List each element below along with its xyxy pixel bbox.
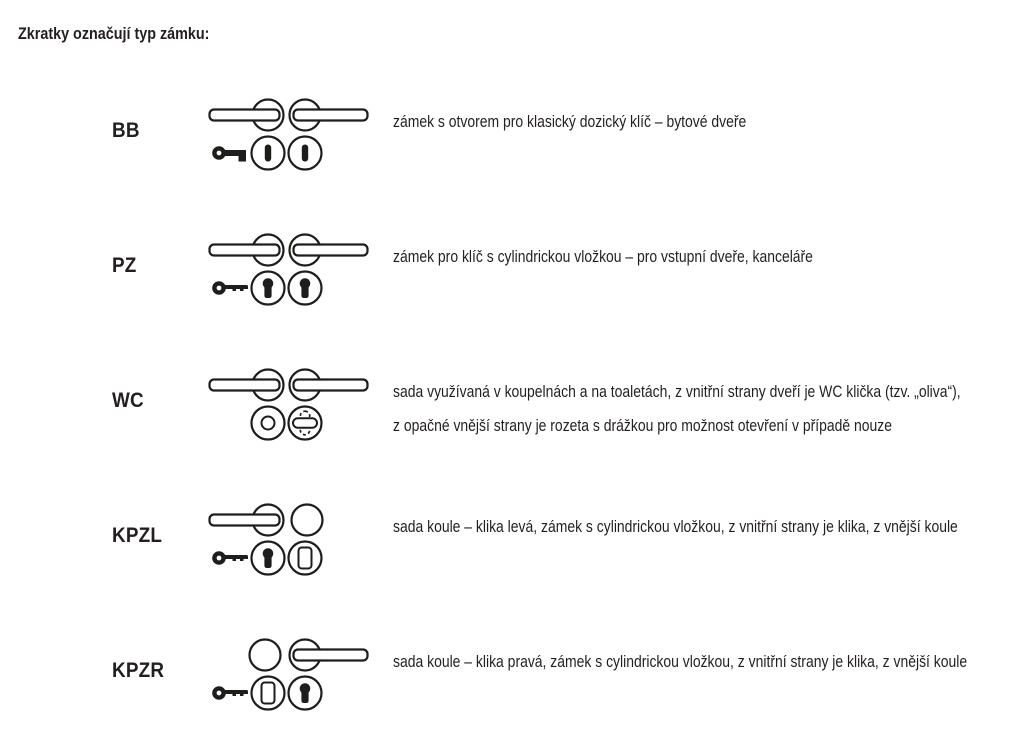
- lever-handle-right-icon: [290, 370, 368, 401]
- description-line: sada koule – klika levá, zámek s cylindrickou vložkou, z vnitřní strany je klika, z vnější koule: [393, 517, 958, 536]
- description-line: zámek pro klíč s cylindrickou vložkou – pro vstupní dveře, kanceláře: [393, 247, 813, 266]
- grooved-rosette-icon: [252, 407, 285, 440]
- lock-type-code: WC: [112, 389, 144, 412]
- pz-keyhole-rosette-icon: [252, 542, 285, 575]
- ball-knob-icon: [250, 640, 281, 671]
- lock-type-row-bb: [0, 98, 1011, 173]
- lock-icons-kpzr: [208, 638, 378, 713]
- pz-keyhole-rosette-icon: [289, 272, 322, 305]
- lock-type-row-kpzl: [0, 503, 1011, 578]
- bb-keyhole-rosette-icon: [252, 137, 285, 170]
- lock-type-row-wc: [0, 368, 1011, 443]
- lock-icons-pz: [208, 233, 378, 308]
- lock-type-description: [393, 240, 813, 274]
- lock-icons-wc: [208, 368, 378, 443]
- cylinder-key-icon: [214, 688, 248, 697]
- lock-type-row-pz: [0, 233, 1011, 308]
- description-line: zámek s otvorem pro klasický dozický klíč – bytové dveře: [393, 112, 747, 131]
- lock-type-description: [393, 105, 746, 139]
- blind-rosette-icon: [289, 542, 322, 575]
- lock-type-row-kpzr: [0, 638, 1011, 713]
- lock-type-code: KPZR: [112, 659, 165, 682]
- lock-type-code: BB: [112, 119, 140, 142]
- description-line: sada koule – klika pravá, zámek s cylindrickou vložkou, z vnitřní strany je klika, z vnější koule: [393, 652, 968, 671]
- lock-type-description: [393, 375, 961, 442]
- cylinder-key-icon: [214, 553, 248, 562]
- bb-keyhole-rosette-icon: [289, 137, 322, 170]
- lever-handle-right-icon: [290, 640, 368, 671]
- lock-icons-bb: [208, 98, 378, 173]
- lever-handle-right-icon: [290, 100, 368, 131]
- lock-type-code: KPZL: [112, 524, 163, 547]
- lever-handle-left-icon: [210, 505, 284, 536]
- lever-handle-left-icon: [210, 235, 284, 266]
- lock-icons-kpzl: [208, 503, 378, 578]
- page-title: Zkratky označují typ zámku:: [18, 25, 210, 43]
- lever-handle-right-icon: [290, 235, 368, 266]
- wc-turn-knob-icon: [289, 407, 322, 440]
- ball-knob-icon: [292, 505, 323, 536]
- lever-handle-left-icon: [210, 370, 284, 401]
- classic-bit-key-icon: [214, 148, 246, 161]
- lock-type-description: [393, 645, 967, 679]
- lock-type-description: [393, 510, 958, 544]
- description-line: z opačné vnější strany je rozeta s drážkou pro možnost otevření v případě nouze: [393, 415, 893, 435]
- description-line: sada využívaná v koupelnách a na toaletách, z vnitřní strany dveří je WC klička (tzv. „oliva“),: [393, 382, 961, 401]
- cylinder-key-icon: [214, 283, 248, 292]
- blind-rosette-icon: [252, 677, 285, 710]
- pz-keyhole-rosette-icon: [252, 272, 285, 305]
- lever-handle-left-icon: [210, 100, 284, 131]
- lock-type-code: PZ: [112, 254, 137, 277]
- pz-keyhole-rosette-icon: [289, 677, 322, 710]
